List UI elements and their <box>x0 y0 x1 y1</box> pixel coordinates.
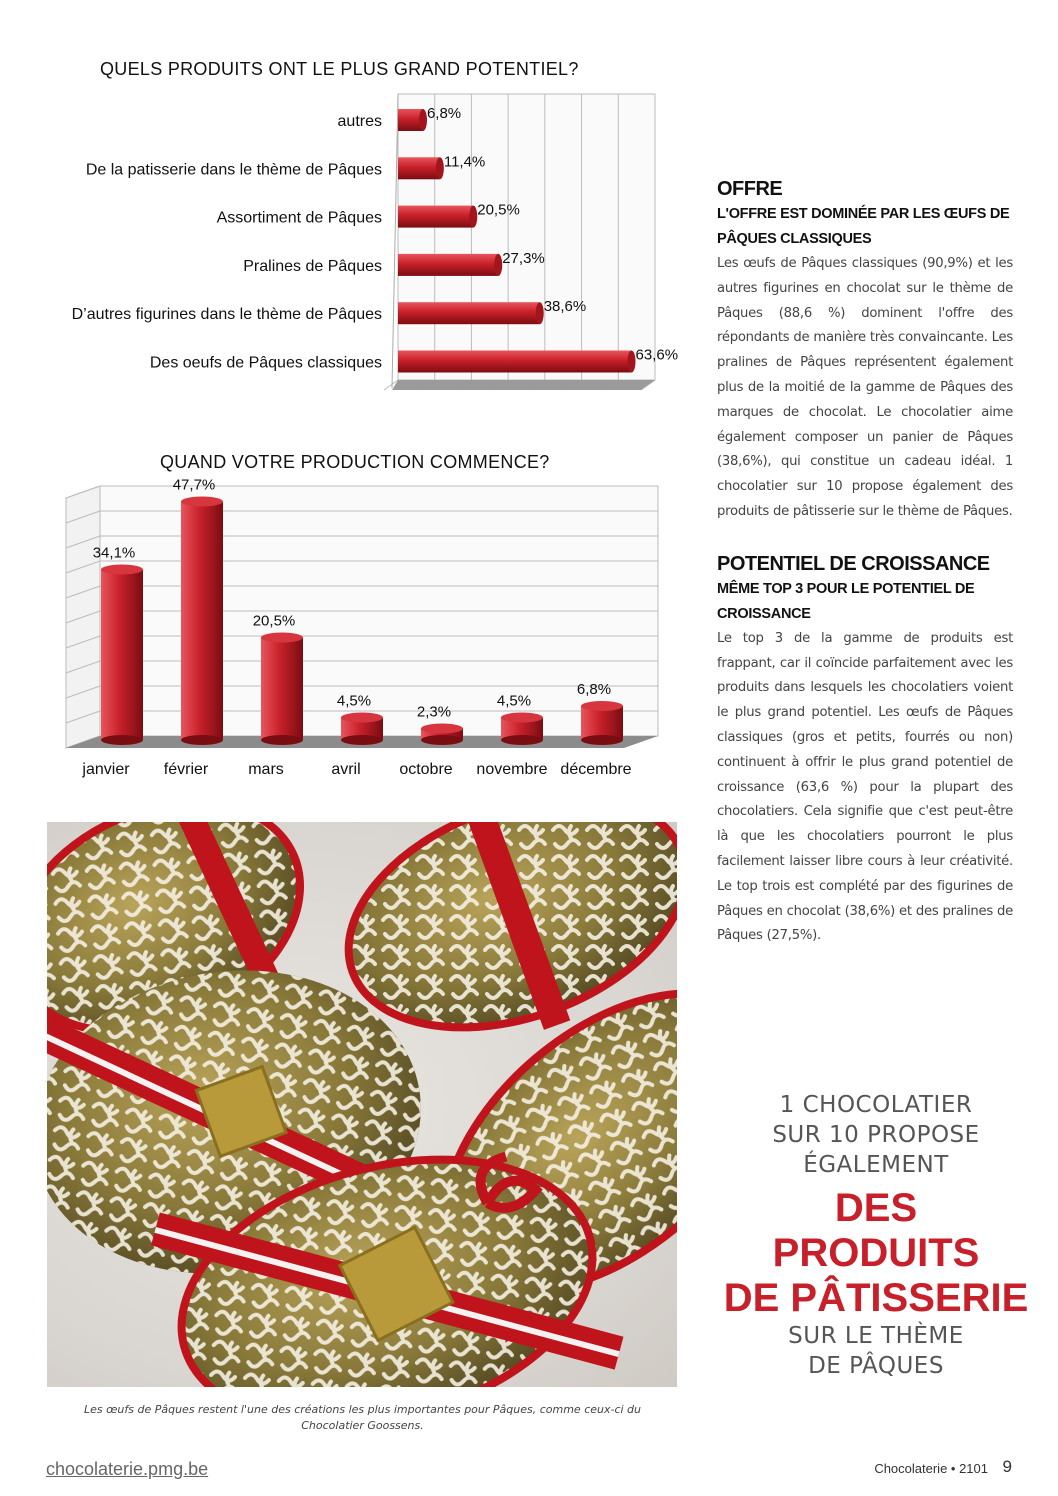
bar <box>181 502 223 741</box>
bar-cap <box>419 109 427 131</box>
category-label: décembre <box>560 761 632 778</box>
quote-line: SUR 10 PROPOSE <box>772 1122 980 1148</box>
section-offre <box>717 176 1013 525</box>
category-label: De la patisserie dans le thème de Pâques <box>85 161 382 179</box>
data-label: 20,5% <box>477 201 520 219</box>
website-link[interactable]: chocolaterie.pmg.be <box>46 1459 209 1479</box>
quote-line: ÉGALEMENT <box>803 1152 949 1178</box>
category-label: Des oeufs de Pâques classiques <box>149 354 382 372</box>
bar-cap <box>469 206 477 228</box>
data-label: 2,3% <box>416 703 452 721</box>
section-title: OFFRE <box>717 178 783 200</box>
easter-eggs-photo <box>47 822 677 1387</box>
bar-cap <box>494 254 502 276</box>
bar-cap <box>436 157 444 179</box>
bar-cap <box>341 713 383 723</box>
category-label: autres <box>337 113 382 130</box>
category-label: octobre <box>399 761 453 778</box>
publication-name: Chocolaterie • 2101 <box>874 1461 988 1476</box>
bar <box>398 157 440 179</box>
data-label: 6,8% <box>426 105 462 122</box>
data-label: 47,7% <box>172 476 216 494</box>
quote-line: 1 CHOCOLATIER <box>779 1092 973 1118</box>
category-label: avril <box>331 761 361 778</box>
data-label: 34,1% <box>92 544 136 562</box>
data-label: 63,6% <box>635 346 679 364</box>
bar <box>581 706 623 740</box>
quote-line: DE PÂQUES <box>808 1353 944 1379</box>
chart2-title: QUAND VOTRE PRODUCTION COMMENCE? <box>160 452 550 472</box>
data-label: 6,8% <box>576 681 612 698</box>
category-label: mars <box>248 761 284 778</box>
chart-products-potential <box>0 80 700 410</box>
bar <box>101 570 143 741</box>
data-label: 38,6% <box>543 298 587 316</box>
section-potentiel <box>717 551 1013 949</box>
data-label: 11,4% <box>443 153 486 171</box>
quote-emphasis: DE PÂTISSERIE <box>723 1276 1029 1320</box>
section-title: POTENTIEL DE CROISSANCE <box>717 552 990 575</box>
bar-cap <box>536 302 544 324</box>
bar-cap <box>501 713 543 723</box>
bar-cap <box>421 724 463 734</box>
bar <box>398 206 473 228</box>
page-number: 9 <box>1002 1457 1012 1476</box>
bar-cap <box>181 497 223 507</box>
bar-cap <box>101 565 143 575</box>
quote-emphasis: PRODUITS <box>772 1231 980 1275</box>
bar-cap <box>628 351 636 373</box>
bar <box>261 638 303 741</box>
category-label: novembre <box>476 761 548 778</box>
data-label: 27,3% <box>502 249 545 267</box>
chart-production-start <box>0 470 700 790</box>
data-label: 20,5% <box>252 612 296 630</box>
category-label: D’autres figurines dans le thème de Pâques <box>71 306 382 324</box>
gridlines <box>384 94 655 390</box>
category-label: février <box>163 761 209 778</box>
quote-emphasis: DES <box>834 1186 918 1230</box>
category-label: Pralines de Pâques <box>243 257 382 275</box>
quote-line: SUR LE THÈME <box>788 1323 964 1349</box>
article-text <box>717 176 1013 949</box>
section-subtitle: MÊME TOP 3 POUR LE POTENTIEL DE CROISSANCE <box>717 580 975 622</box>
category-label: janvier <box>82 761 130 778</box>
bar-cap <box>261 633 303 643</box>
section-subtitle: L'OFFRE EST DOMINÉE PAR LES ŒUFS DE PÂQUES CLASSIQUES <box>717 206 1010 247</box>
bar-cap <box>581 701 623 711</box>
data-label: 4,5% <box>336 692 372 710</box>
bar <box>398 254 498 276</box>
pull-quote <box>700 1090 1052 1381</box>
section-body: Le top 3 de la gamme de produits est frappant, car il coïncide parfaitement avec les produits dans lesquels les chocolatiers voient le plus grand potentiel. Les œufs de Pâques classiques (gros et petits, fourrés ou non) continuent à offrir le plus grand potentiel de croissance (63,6 %) pour la plupart des chocolatiers. Cela signifie que c'est peut-être là que les chocolatiers pourront le plus facilement laisser libre cours à leur créativité. Le top trois est complété par des figurines de Pâques en chocolat (38,6%) et des pralines de Pâques (27,5%). <box>717 630 1013 944</box>
category-label: Assortiment de Pâques <box>216 209 382 227</box>
bar <box>398 302 540 324</box>
chart1-title: QUELS PRODUITS ONT LE PLUS GRAND POTENTIEL? <box>100 59 579 79</box>
bar <box>398 351 632 373</box>
photo-caption: Les œufs de Pâques restent l'une des créations les plus importantes pour Pâques, comme ceux-ci du Chocolatier Goossens. <box>83 1403 642 1432</box>
section-body: Les œufs de Pâques classiques (90,9%) et les autres figurines en chocolat sur le thème de Pâques (88,6 %) dominent l'offre des répondants de manière très convaincante. Les pralines de Pâques représentent également plus de la moitié de la gamme de Pâques des marques de chocolat. Le chocolatier aime également composer un panier de Pâques (38,6%), qui constitue un cadeau idéal. 1 chocolatier sur 10 propose également des produits de pâtisserie sur le thème de Pâques. <box>717 256 1013 519</box>
data-label: 4,5% <box>496 692 532 710</box>
